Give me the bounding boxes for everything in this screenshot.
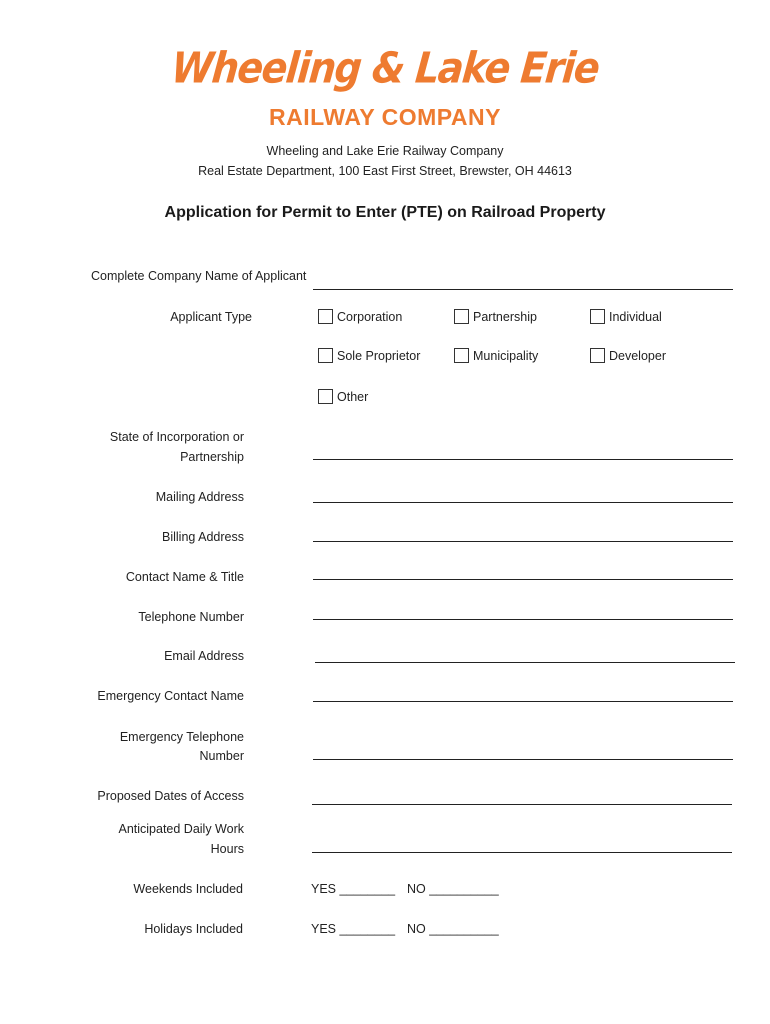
company-name-field[interactable] <box>313 289 733 290</box>
emergency-contact-field[interactable] <box>313 701 733 702</box>
developer-checkbox[interactable] <box>590 348 605 363</box>
developer-label: Developer <box>609 349 666 363</box>
holidays-label: Holidays Included <box>144 922 243 936</box>
proposed-dates-label: Proposed Dates of Access <box>97 789 244 803</box>
logo-subtitle: RAILWAY COMPANY <box>269 104 501 130</box>
state-label-line1: State of Incorporation or <box>109 430 244 444</box>
company-name-label: Complete Company Name of Applicant <box>91 269 307 283</box>
state-field[interactable] <box>313 459 733 460</box>
sole-proprietor-checkbox[interactable] <box>318 348 333 363</box>
corporation-label: Corporation <box>337 310 403 324</box>
email-field[interactable] <box>315 662 735 663</box>
emergency-phone-label-line2: Number <box>199 749 244 763</box>
individual-checkbox[interactable] <box>590 309 605 324</box>
billing-address-label: Billing Address <box>162 530 244 544</box>
contact-name-field[interactable] <box>313 579 733 580</box>
mailing-address-label: Mailing Address <box>155 490 244 504</box>
form-title: Application for Permit to Enter (PTE) on Railroad Property <box>164 204 606 221</box>
company-address: Real Estate Department, 100 East First Street, Brewster, OH 44613 <box>198 164 572 178</box>
holidays-yes-field[interactable]: YES ________ <box>311 922 396 936</box>
individual-label: Individual <box>609 310 662 324</box>
logo-wordmark: Wheeling & Lake Erie <box>169 43 601 93</box>
emergency-phone-field[interactable] <box>313 759 733 760</box>
billing-address-field[interactable] <box>313 541 733 542</box>
work-hours-field[interactable] <box>312 852 732 853</box>
weekends-label: Weekends Included <box>133 882 243 896</box>
state-label-line2: Partnership <box>180 450 244 464</box>
corporation-checkbox[interactable] <box>318 309 333 324</box>
proposed-dates-field[interactable] <box>312 804 732 805</box>
work-hours-label-line1: Anticipated Daily Work <box>118 822 244 836</box>
emergency-contact-label: Emergency Contact Name <box>97 689 244 703</box>
telephone-field[interactable] <box>313 619 733 620</box>
weekends-yes-field[interactable]: YES ________ <box>311 882 396 896</box>
holidays-no-field[interactable]: NO __________ <box>407 922 499 936</box>
weekends-no-field[interactable]: NO __________ <box>407 882 499 896</box>
emergency-phone-label-line1: Emergency Telephone <box>119 730 244 744</box>
partnership-checkbox[interactable] <box>454 309 469 324</box>
municipality-checkbox[interactable] <box>454 348 469 363</box>
other-label: Other <box>337 390 369 404</box>
email-label: Email Address <box>164 649 244 663</box>
partnership-label: Partnership <box>473 310 537 324</box>
sole-proprietor-label: Sole Proprietor <box>337 349 421 363</box>
municipality-label: Municipality <box>473 349 539 363</box>
applicant-type-label: Applicant Type <box>170 310 252 324</box>
work-hours-label-line2: Hours <box>210 842 244 856</box>
contact-name-label: Contact Name & Title <box>125 570 244 584</box>
company-name: Wheeling and Lake Erie Railway Company <box>266 144 504 158</box>
other-checkbox[interactable] <box>318 389 333 404</box>
mailing-address-field[interactable] <box>313 502 733 503</box>
telephone-label: Telephone Number <box>138 610 244 624</box>
